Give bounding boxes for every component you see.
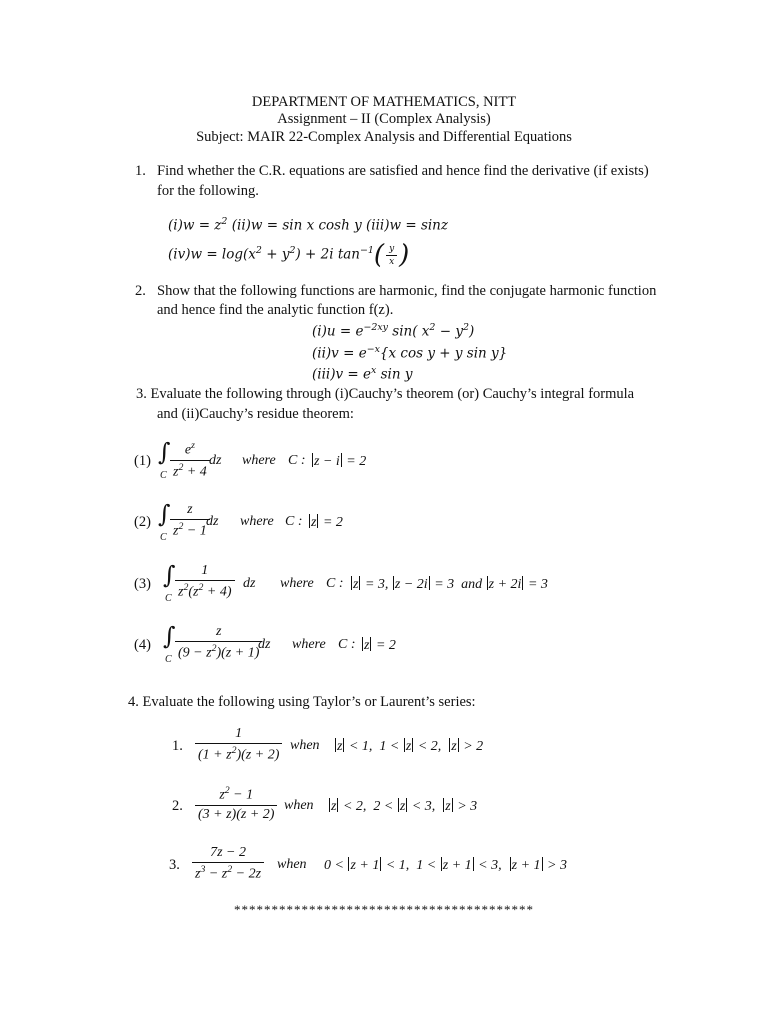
q1-number: 1.	[135, 163, 146, 179]
q2-number: 2.	[135, 283, 146, 299]
q3-item-2-label: (2)	[134, 514, 151, 530]
q3-item-3-dz: dz	[243, 576, 256, 591]
q1-text-line2: for the following.	[157, 183, 259, 199]
q3-item-1-integral: ∫ C $\frac{e^z}{z^2 + 4}$	[158, 440, 171, 465]
q3-item-1-label: (1)	[134, 453, 151, 469]
q3-item-2-contour-label: C :	[285, 514, 303, 529]
department-title: DEPARTMENT OF MATHEMATICS, NITT	[251, 94, 517, 110]
q4-item-3-regions: 0 < z + 1 < 1, 1 < z + 1 < 3, z + 1 > 3	[324, 858, 567, 873]
footer-stars: ****************************************	[234, 902, 534, 917]
assignment-title: Assignment – II (Complex Analysis)	[277, 111, 491, 127]
q4-item-1-label: 1.	[172, 738, 183, 754]
q3-item-3-contour: z = 3, z − 2i = 3 and z + 2i = 3	[353, 577, 548, 592]
q4-item-1-expr: $\frac{1}{(1 + z^2)(z + 2)}$	[193, 726, 284, 764]
q4-item-3-label: 3.	[169, 857, 180, 873]
q1-text-line1: Find whether the C.R. equations are satisfied and hence find the derivative (if exists)	[157, 163, 649, 179]
q3-item-3-integral: ∫ C $\frac{1}{z^2(z^2 + 4)}$	[163, 563, 176, 588]
q3-item-2-where: where	[240, 514, 274, 529]
q3-item-1-contour: z − i = 2	[314, 454, 367, 469]
q4-item-2-regions: z < 2, 2 < z < 3, z > 3	[331, 799, 478, 814]
subject-title: Subject: MAIR 22-Complex Analysis and Differential Equations	[196, 129, 572, 145]
q3-item-3-contour-label: C :	[326, 576, 344, 591]
q3-item-1-dz: dz	[209, 453, 222, 468]
q3-item-3-where: where	[280, 576, 314, 591]
q3-item-1-where: where	[242, 453, 276, 468]
q3-item-4-contour: z = 2	[364, 638, 396, 653]
q2-function-ii: $(ii)v = e^{-x}\{x$ cos y + y sin y}	[312, 344, 508, 362]
q2-text-line1: Show that the following functions are harmonic, find the conjugate harmonic function	[157, 283, 657, 299]
q4-item-1-when: when	[290, 738, 320, 753]
q3-item-4-where: where	[292, 637, 326, 652]
q3-item-4-dz: dz	[258, 637, 271, 652]
q4-item-2-when: when	[284, 798, 314, 813]
q3-item-3-label: (3)	[134, 576, 151, 592]
q2-text-line2: and hence find the analytic function f(z).	[157, 302, 394, 318]
q2-function-iii: $(iii)v = e^x$ sin y	[312, 365, 413, 383]
q4-item-2-label: 2.	[172, 798, 183, 814]
q3-item-2-dz: dz	[206, 514, 219, 529]
q3-text-line1: 3. Evaluate the following through (i)Cauchy’s theorem (or) Cauchy’s integral formula	[136, 386, 635, 402]
q3-item-2-contour: z = 2	[311, 515, 343, 530]
q3-item-4-contour-label: C :	[338, 637, 356, 652]
q3-text-line2: and (ii)Cauchy’s residue theorem:	[157, 406, 354, 422]
q1-functions-line1: $(i)w = z^2$ (ii)w = sin x cosh y (iii)w = sinz	[168, 216, 448, 234]
q2-function-i: $(i)u = e^{-2xy}$ sin( $x^2 - y^2$)	[312, 322, 475, 340]
q4-item-3-when: when	[277, 857, 307, 872]
q3-item-1-contour-label: C :	[288, 453, 306, 468]
q4-item-3-expr: $\frac{7z - 2}{z^3 - z^2 - 2z}$	[190, 845, 266, 883]
q3-item-4-integral: ∫ C $\frac{z}{(9 - z^2)(z + 1)}$	[163, 624, 176, 649]
q3-item-2-integral: ∫ C $\frac{z}{z^2 - 1}$	[158, 502, 171, 527]
q4-item-2-expr: $\frac{z^2 - 1}{(3 + z)(z + 2)}$	[193, 785, 279, 823]
q4-item-1-regions: z < 1, 1 < z < 2, z > 2	[337, 739, 484, 754]
q4-text: 4. Evaluate the following using Taylor’s or Laurent’s series:	[128, 694, 476, 710]
q3-item-4-label: (4)	[134, 637, 151, 653]
q1-functions-line2: $(iv)w = \log(x^2 + y^2) + 2i$ $\tan^{-1}$( $\frac{y}{x}$ )	[168, 240, 410, 270]
